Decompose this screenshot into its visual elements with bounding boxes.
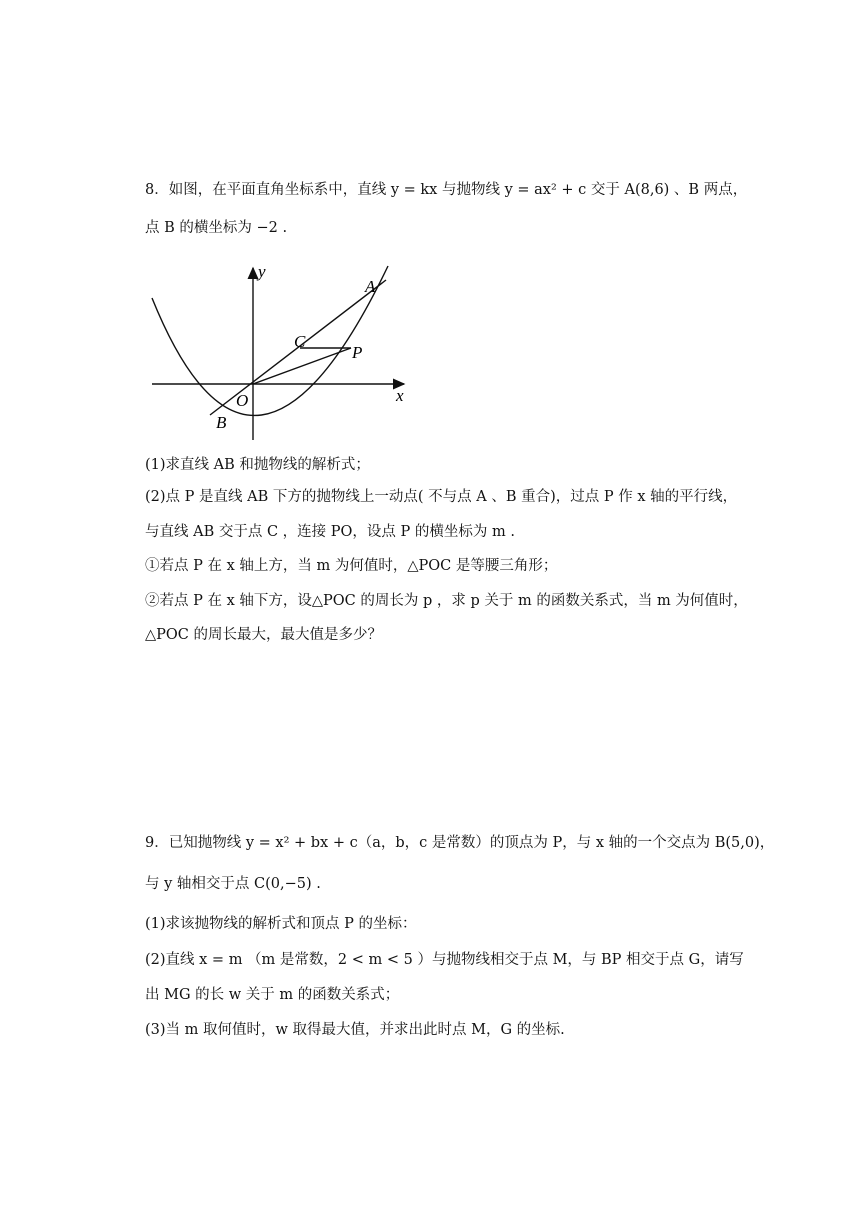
label-b: B [216, 413, 227, 432]
parabola [152, 266, 388, 415]
q8-part-1: (1)求直线 AB 和抛物线的解析式； [145, 457, 370, 473]
q8-sub-2-line-2: △POC 的周长最大，最大值是多少？ [145, 627, 382, 643]
q8-figure [140, 258, 420, 440]
label-x: x [396, 386, 404, 405]
segment-po [253, 348, 351, 384]
label-a: A [365, 277, 376, 296]
q8-stem-line-1: 8．如图，在平面直角坐标系中，直线 y = kx 与抛物线 y = ax² + c 交于 A(8,6) 、B 两点， [145, 182, 748, 198]
label-y: y [258, 262, 266, 281]
coordinate-graph [140, 258, 420, 440]
q9-stem-line-2: 与 y 轴相交于点 C(0,−5) . [145, 876, 321, 892]
q8-sub-2-line-1: ②若点 P 在 x 轴下方，设△POC 的周长为 p ，求 p 关于 m 的函数关系式，当 m 为何值时， [145, 593, 748, 609]
q9-part-3: (3)当 m 取何值时，w 取得最大值，并求出此时点 M，G 的坐标. [145, 1022, 565, 1038]
q9-part-1: (1)求该抛物线的解析式和顶点 P 的坐标： [145, 916, 417, 932]
label-c: C [294, 332, 306, 351]
q9-part-2-line-2: 出 MG 的长 w 关于 m 的函数关系式； [145, 987, 400, 1003]
q9-stem-line-1: 9．已知抛物线 y = x² + bx + c（a，b，c 是常数）的顶点为 P，与 x 轴的一个交点为 B(5,0)， [145, 835, 775, 851]
q9-part-2-line-1: (2)直线 x = m （m 是常数，2 < m < 5 ）与抛物线相交于点 M，与 BP 相交于点 G，请写 [145, 952, 744, 968]
label-o: O [236, 391, 249, 410]
q8-part-2-line-1: (2)点 P 是直线 AB 下方的抛物线上一动点( 不与点 A 、B 重合)，过点 P 作 x 轴的平行线， [145, 489, 738, 505]
q8-sub-1: ①若点 P 在 x 轴上方，当 m 为何值时，△POC 是等腰三角形； [145, 558, 558, 574]
label-p: P [352, 343, 363, 362]
q8-part-2-line-2: 与直线 AB 交于点 C ，连接 PO，设点 P 的横坐标为 m . [145, 524, 515, 540]
q8-stem-line-2: 点 B 的横坐标为 −2 . [145, 220, 288, 236]
